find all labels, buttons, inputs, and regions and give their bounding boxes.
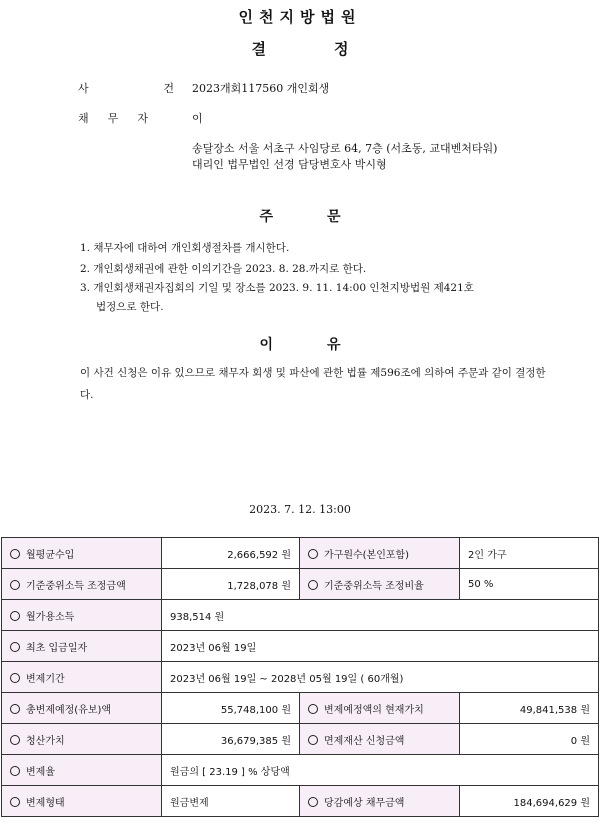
repayment-rate-value: 원금의 [ 23.19 ] % 상당액 (162, 755, 599, 786)
legal-agent: 대리인 법무법인 선경 담당변호사 박시형 (192, 158, 387, 171)
service-address: 송달장소 서울 서초구 사임당로 64, 7층 (서초동, 교대벤처타워) (192, 142, 498, 155)
table-row (2, 724, 599, 755)
monthly-income-label: 월평균수입 (26, 549, 75, 561)
order-heading: 주 문 (259, 209, 341, 225)
table-row (2, 755, 599, 786)
liquidation-value: 36,679,385 원 (162, 724, 300, 755)
circle-icon (308, 797, 318, 807)
circle-icon (10, 580, 20, 590)
available-income-value: 938,514 원 (162, 600, 599, 631)
first-payment-value: 2023년 06월 19일 (162, 631, 599, 662)
circle-icon (10, 704, 20, 714)
repayment-period-value: 2023년 06월 19일 ~ 2028년 05월 19일 ( 60개월) (162, 662, 599, 693)
circle-icon (10, 766, 20, 776)
circle-icon (10, 673, 20, 683)
table-row (2, 786, 599, 817)
median-ratio-value: 50 % (460, 569, 599, 600)
repayment-rate-label: 변제율 (26, 766, 55, 778)
available-income-label: 월가용소득 (26, 611, 75, 623)
table-row (2, 631, 599, 662)
info-table (1, 537, 599, 817)
debtor-name: 이 (192, 112, 203, 125)
debtor-label: 채 무 자 (78, 112, 148, 125)
median-adjusted-label: 기준중위소득 조정금액 (26, 580, 126, 592)
court-name: 인천지방법원 (238, 8, 362, 26)
order-item-1: 1. 채무자에 대하여 개인회생절차를 개시한다. (80, 242, 290, 254)
case-number: 2023개회117560 개인회생 (192, 82, 330, 95)
circle-icon (10, 611, 20, 621)
circle-icon (308, 735, 318, 745)
repayment-period-label: 변제기간 (26, 673, 65, 685)
household-value: 2인 가구 (460, 538, 599, 569)
circle-icon (10, 642, 20, 652)
order-item-3-continued: 법정으로 한다. (96, 301, 164, 313)
title-right: 정 (334, 40, 349, 58)
decision-date: 2023. 7. 12. 13:00 (249, 503, 351, 516)
table-row (2, 693, 599, 724)
circle-icon (10, 735, 20, 745)
liquidation-label: 청산가치 (26, 735, 65, 747)
order-item-3: 3. 개인회생채권자집회의 기일 및 장소를 2023. 9. 11. 14:00 인천지방법원 제421호 (80, 282, 474, 294)
order-item-2: 2. 개인회생채권에 관한 이의기간을 2023. 8. 28.까지로 한다. (80, 263, 367, 275)
repayment-type-value: 원금변제 (162, 786, 300, 817)
circle-icon (308, 704, 318, 714)
household-label: 가구원수(본인포함) (324, 549, 410, 561)
table-row (2, 569, 599, 600)
median-ratio-label: 기준중위소득 조정비율 (324, 580, 424, 592)
table-row (2, 538, 599, 569)
expected-debt-value: 184,694,629 원 (460, 786, 599, 817)
expected-debt-label: 당감예상 채무금액 (324, 797, 405, 809)
total-planned-label: 총변제예정(유보)액 (26, 704, 112, 716)
reason-heading: 이 유 (259, 337, 341, 353)
table-row (2, 600, 599, 631)
present-value-value: 49,841,538 원 (460, 693, 599, 724)
circle-icon (308, 580, 318, 590)
case-label: 사 건 (78, 82, 174, 95)
title-left: 결 (251, 40, 266, 58)
document-title (0, 38, 600, 59)
first-payment-label: 최초 입금일자 (26, 642, 88, 654)
total-planned-value: 55,748,100 원 (162, 693, 300, 724)
exempt-label: 면제재산 신청금액 (324, 735, 405, 747)
reason-text: 이 사건 신청은 이유 있으므로 채무자 회생 및 파산에 관한 법률 제596조에 의하여 주문과 같이 결정한다. (80, 367, 546, 401)
present-value-label: 변제예정액의 현재가치 (324, 704, 424, 716)
circle-icon (308, 549, 318, 559)
table-row (2, 662, 599, 693)
circle-icon (10, 797, 20, 807)
median-adjusted-value: 1,728,078 원 (162, 569, 300, 600)
exempt-value: 0 원 (460, 724, 599, 755)
repayment-type-label: 변제형태 (26, 797, 65, 809)
circle-icon (10, 549, 20, 559)
monthly-income-value: 2,666,592 원 (162, 538, 300, 569)
